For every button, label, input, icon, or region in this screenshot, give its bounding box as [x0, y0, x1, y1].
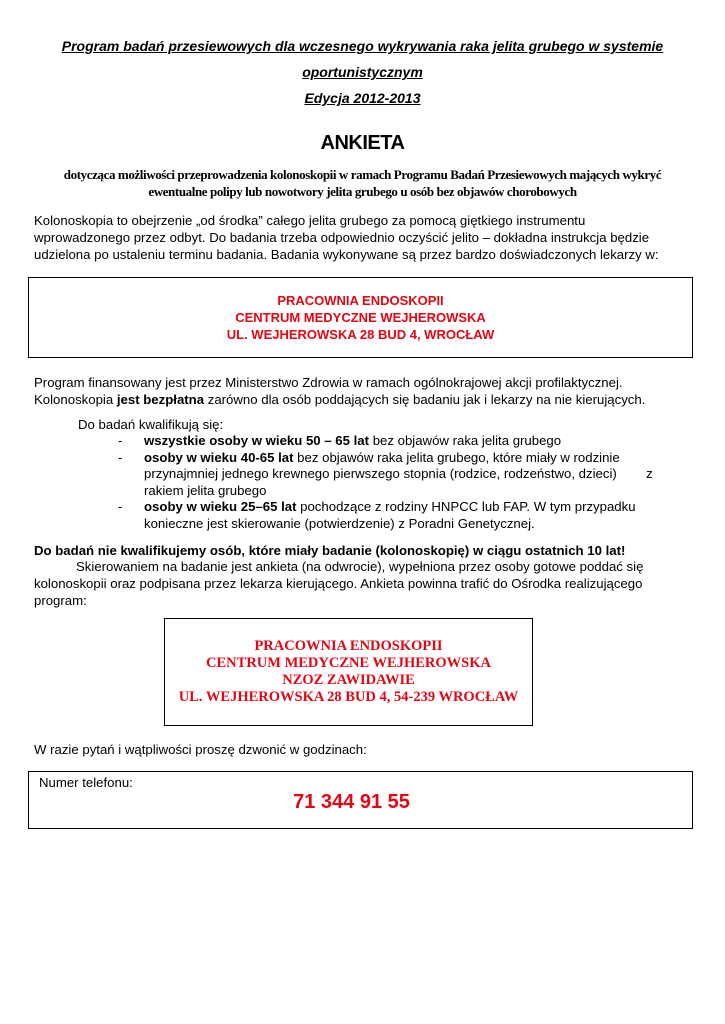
- header-line-2: oportunistycznym: [302, 64, 423, 80]
- referral-paragraph: [34, 558, 694, 609]
- subtitle: [30, 166, 695, 200]
- list-item: - osoby w wieku 40-65 lat bez objawów raka jelita grubego, które miały w rodzinie przynajmniej jednego krewnego pierwszego stopnia (rodzice, rodzeństwo, dzieci) z rakiem jelita grubego: [118, 449, 653, 498]
- subtitle-line-1: dotycząca możliwości przeprowadzenia kolonoskopii w ramach Programu Badań Przesiewowych mających wykryć: [63, 167, 662, 182]
- funding-paragraph: [34, 374, 694, 408]
- box2-line-2: CENTRUM MEDYCZNE WEJHEROWSKA: [206, 655, 491, 671]
- header-line-1: Program badań przesiewowych dla wczesnego wykrywania raka jelita grubego w systemie: [61, 38, 664, 54]
- submission-address-box: [164, 618, 533, 726]
- box1-line-2: CENTRUM MEDYCZNE WEJHEROWSKA: [235, 310, 486, 325]
- funding-line-2: Kolonoskopia jest bezpłatna zarówno dla osób poddających się badaniu jak i lekarzy na nie kierujących.: [34, 392, 646, 407]
- program-header: [30, 33, 695, 111]
- intro-line-3: udzielona po ustaleniu terminu badania. Badania wykonywane są przez bardzo doświadczonych lekarzy w:: [34, 247, 659, 262]
- list-item: - wszystkie osoby w wieku 50 – 65 lat bez objawów raka jelita grubego: [118, 433, 562, 448]
- endoscopy-address-box: [28, 277, 693, 358]
- phone-number[interactable]: 71 344 91 55: [293, 791, 410, 813]
- contact-text: W razie pytań i wątpliwości proszę dzwonić w godzinach:: [34, 742, 367, 757]
- intro-line-1: Kolonoskopia to obejrzenie „od środka” całego jelita grubego za pomocą giętkiego instrumentu: [34, 213, 586, 228]
- referral-line-2: kolonoskopii oraz podpisana przez lekarza kierującego. Ankieta powinna trafić do Ośrodka realizującego: [34, 576, 643, 591]
- box2-line-4: UL. WEJHEROWSKA 28 BUD 4, 54-239 WROCŁAW: [178, 689, 519, 705]
- phone-label: Numer telefonu:: [39, 775, 133, 790]
- subtitle-line-2: ewentualne polipy lub nowotwory jelita grubego u osób bez objawów chorobowych: [148, 184, 577, 199]
- referral-line-1: Skierowaniem na badanie jest ankieta (na odwrocie), wypełniona przez osoby gotowe poddać się: [76, 559, 644, 574]
- qualify-intro: Do badań kwalifikują się:: [78, 417, 224, 432]
- funding-line-1: Program finansowany jest przez Ministerstwo Zdrowia w ramach ogólnokrajowej akcji profilaktycznej.: [34, 375, 623, 390]
- box1-line-1: PRACOWNIA ENDOSKOPII: [277, 293, 444, 308]
- qualify-list: [118, 433, 678, 532]
- referral-line-3: program:: [34, 593, 87, 608]
- box1-line-3: UL. WEJHEROWSKA 28 BUD 4, WROCŁAW: [226, 327, 495, 342]
- header-line-3: Edycja 2012-2013: [304, 90, 421, 106]
- box2-line-1: PRACOWNIA ENDOSKOPII: [254, 638, 443, 654]
- phone-box: [28, 771, 693, 829]
- intro-line-2: wprowadzonego przez odbyt. Do badania trzeba odpowiednio oczyścić jelito – dokładna instrukcja będzie: [34, 230, 650, 245]
- list-item: - osoby w wieku 25–65 lat pochodzące z rodziny HNPCC lub FAP. W tym przypadku konieczne jest skierowanie (potwierdzenie) z Poradni Genetycznej.: [118, 499, 636, 531]
- free-of-charge: jest bezpłatna: [116, 392, 205, 407]
- exclusion-notice: Do badań nie kwalifikujemy osób, które miały badanie (kolonoskopię) w ciągu ostatnich 10 lat!: [34, 543, 626, 558]
- box2-line-3: NZOZ ZAWIDAWIE: [282, 672, 415, 688]
- intro-paragraph: [34, 212, 694, 263]
- page-title: ANKIETA: [320, 132, 405, 154]
